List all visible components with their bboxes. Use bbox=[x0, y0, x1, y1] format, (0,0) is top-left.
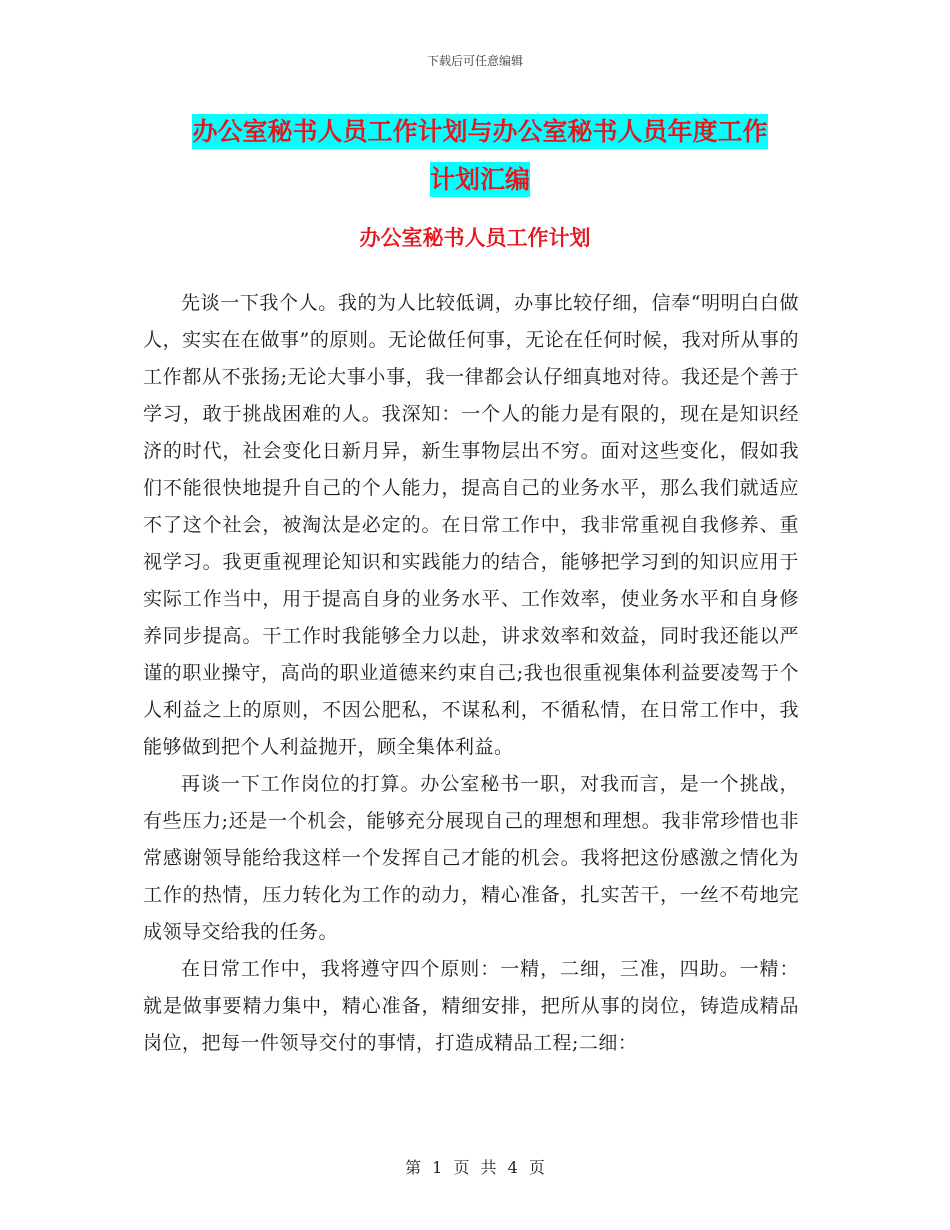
page-footer: 第 1 页 共 4 页 bbox=[405, 1158, 545, 1177]
document-title-line-2: 计划汇编 bbox=[430, 162, 530, 197]
document-title-line-1: 办公室秘书人员工作计划与办公室秘书人员年度工作 bbox=[192, 114, 767, 149]
paragraph: 在日常工作中，我将遵守四个原则：一精，二细，三准，四助。一精：就是做事要精力集中，精心准备，精细安排，把所从事的岗位，铸造成精品岗位，把每一件领导交付的事情，打造成精品工程;二细： bbox=[143, 958, 799, 1054]
paragraph: 先谈一下我个人。我的为人比较低调，办事比较仔细，信奉“明明白白做人，实实在在做事”的原则。无论做任何事，无论在任何时候，我对所从事的工作都从不张扬;无论大事小事，我一律都会认仔细真地对待。我还是个善于学习，敢于挑战困难的人。我深知：一个人的能力是有限的，现在是知识经济的时代，社会变化日新月异，新生事物层出不穷。面对这些变化，假如我们不能很快地提升自己的个人能力，提高自己的业务水平，那么我们就适应不了这个社会，被淘汰是必定的。在日常工作中，我非常重视自我修养、重视学习。我更重视理论知识和实践能力的结合，能够把学习到的知识应用于实际工作当中，用于提高自身的业务水平、工作效率，使业务水平和自身修养同步提高。干工作时我能够全力以赴，讲求效率和效益，同时我还能以严谨的职业操守，高尚的职业道德来约束自己;我也很重视集体利益要凌驾于个人利益之上的原则，不因公肥私，不谋私利，不循私情，在日常工作中，我能够做到把个人利益抛开，顾全集体利益。 bbox=[143, 292, 799, 758]
section-title: 办公室秘书人员工作计划 bbox=[359, 226, 591, 250]
document-title bbox=[150, 108, 810, 204]
document-body bbox=[143, 285, 799, 1062]
header-note: 下载后可任意编辑 bbox=[426, 54, 523, 68]
paragraph: 再谈一下工作岗位的打算。办公室秘书一职，对我而言，是一个挑战，有些压力;还是一个机会，能够充分展现自己的理想和理想。我非常珍惜也非常感谢领导能给我这样一个发挥自己才能的机会。我将把这份感激之情化为工作的热情，压力转化为工作的动力，精心准备，扎实苦干，一丝不苟地完成领导交给我的任务。 bbox=[143, 773, 799, 943]
